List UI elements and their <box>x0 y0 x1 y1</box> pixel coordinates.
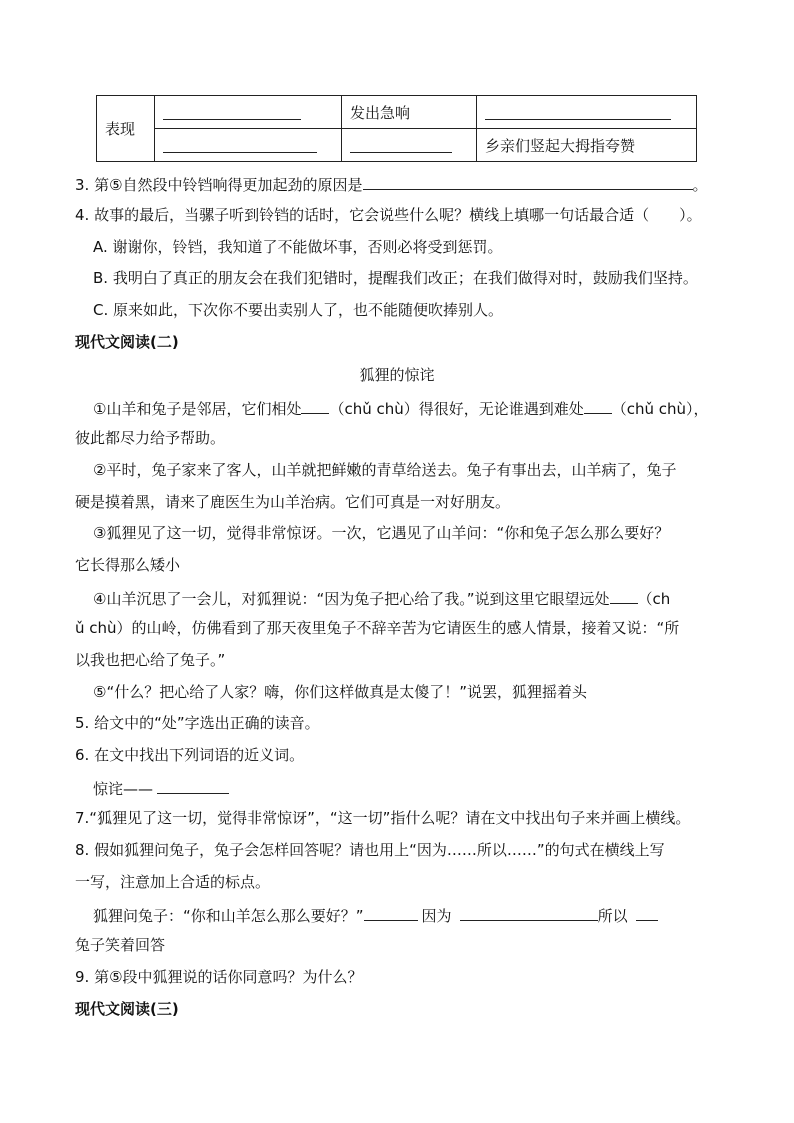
paragraph-3-line-1: ③狐狸见了这一切，觉得非常惊讶。一次，它遇见了山羊问：“你和兔子怎么那么要好？ <box>93 524 670 542</box>
table-blank-cell[interactable] <box>155 129 342 162</box>
table-blank-cell[interactable] <box>155 96 342 129</box>
p1-text-c: （chǔ chù）， <box>611 400 709 418</box>
answer-blank[interactable] <box>636 904 658 921</box>
q8-because: 因为 <box>421 907 452 925</box>
question-8-answer-line <box>93 904 658 926</box>
answer-blank[interactable] <box>610 587 638 604</box>
q6-word: 惊诧—— <box>93 780 154 798</box>
question-6: 6. 在文中找出下列词语的近义词。 <box>75 746 305 764</box>
q8-therefore: 所以 <box>597 907 628 925</box>
question-7: 7.“狐狸见了这一切，觉得非常惊讶”，“这一切”指什么呢？请在文中找出句子来并画上横线。 <box>75 809 691 827</box>
story-title: 狐狸的惊诧 <box>359 366 435 384</box>
option-b[interactable]: B. 我明白了真正的朋友会在我们犯错时，提醒我们改正；在我们做得对时，鼓励我们坚持。 <box>93 269 698 287</box>
p1-text-a: ①山羊和兔子是邻居，它们相处 <box>93 400 302 418</box>
question-8-line-1: 8. 假如狐狸问兔子，兔子会怎样回答呢？请也用上“因为……所以……”的句式在横线上写 <box>75 841 665 859</box>
p1-text-b: （chǔ chù）得很好，无论谁遇到难处 <box>329 400 584 418</box>
section-heading-2: 现代文阅读(二) <box>75 333 179 351</box>
question-4: 4. 故事的最后，当骡子听到铃铛的话时，它会说些什么呢？横线上填哪一句话最合适（ ）。 <box>75 206 702 224</box>
p4-text-a: ④山羊沉思了一会儿，对狐狸说：“因为兔子把心给了我。”说到这里它眼望远处 <box>93 590 610 608</box>
table-cell-urgent: 发出急响 <box>342 96 477 129</box>
section-heading-3: 现代文阅读(三) <box>75 1000 179 1018</box>
question-6-item <box>93 777 229 799</box>
paragraph-1-line-2: 彼此都尽力给予帮助。 <box>75 429 226 447</box>
paragraph-3-line-2: 它长得那么矮小 <box>75 556 181 574</box>
answer-blank[interactable] <box>364 904 418 921</box>
paragraph-5: ⑤“什么？把心给了人家？嗨，你们这样做真是太傻了！”说罢，狐狸摇着头 <box>93 683 587 701</box>
table-blank-cell[interactable] <box>477 96 697 129</box>
question-3 <box>75 173 708 195</box>
question-3-end: 。 <box>692 176 708 194</box>
question-9: 9. 第⑤段中狐狸说的话你同意吗？为什么？ <box>75 968 363 986</box>
p4-text-b: （ch <box>637 590 671 608</box>
answer-blank[interactable] <box>584 397 612 414</box>
q8-prompt: 狐狸问兔子：“你和山羊怎么那么要好？” <box>93 907 364 925</box>
paragraph-4-line-1 <box>93 587 670 609</box>
table-row-label: 表现 <box>97 96 155 162</box>
question-5: 5. 给文中的“处”字选出正确的读音。 <box>75 714 320 732</box>
paragraph-2-line-1: ②平时，兔子家来了客人，山羊就把鲜嫩的青草给送去。兔子有事出去，山羊病了，兔子 <box>93 461 677 479</box>
question-3-text: 3. 第⑤自然段中铃铛响得更加起劲的原因是 <box>75 176 363 194</box>
answer-blank[interactable] <box>157 777 229 794</box>
answer-table <box>96 95 697 162</box>
paragraph-4-line-3: 以我也把心给了兔子。” <box>75 651 226 669</box>
option-a[interactable]: A. 谢谢你，铃铛，我知道了不能做坏事，否则必将受到惩罚。 <box>93 238 503 256</box>
question-8-line-2: 一写，注意加上合适的标点。 <box>75 873 271 891</box>
question-8-line-end: 兔子笑着回答 <box>75 936 166 954</box>
answer-blank[interactable] <box>460 904 598 921</box>
table-cell-praise: 乡亲们竖起大拇指夸赞 <box>477 129 697 162</box>
paragraph-4-line-2: ǔ chù）的山岭，仿佛看到了那天夜里兔子不辞辛苦为它请医生的感人情景，接着又说：“所 <box>75 619 680 637</box>
paragraph-2-line-2: 硬是摸着黑，请来了鹿医生为山羊治病。它们可真是一对好朋友。 <box>75 493 511 511</box>
table-blank-cell[interactable] <box>342 129 477 162</box>
answer-blank[interactable] <box>301 397 329 414</box>
option-c[interactable]: C. 原来如此，下次你不要出卖别人了，也不能随便吹捧别人。 <box>93 301 504 319</box>
answer-blank[interactable] <box>363 173 693 190</box>
paragraph-1-line-1 <box>93 397 709 419</box>
